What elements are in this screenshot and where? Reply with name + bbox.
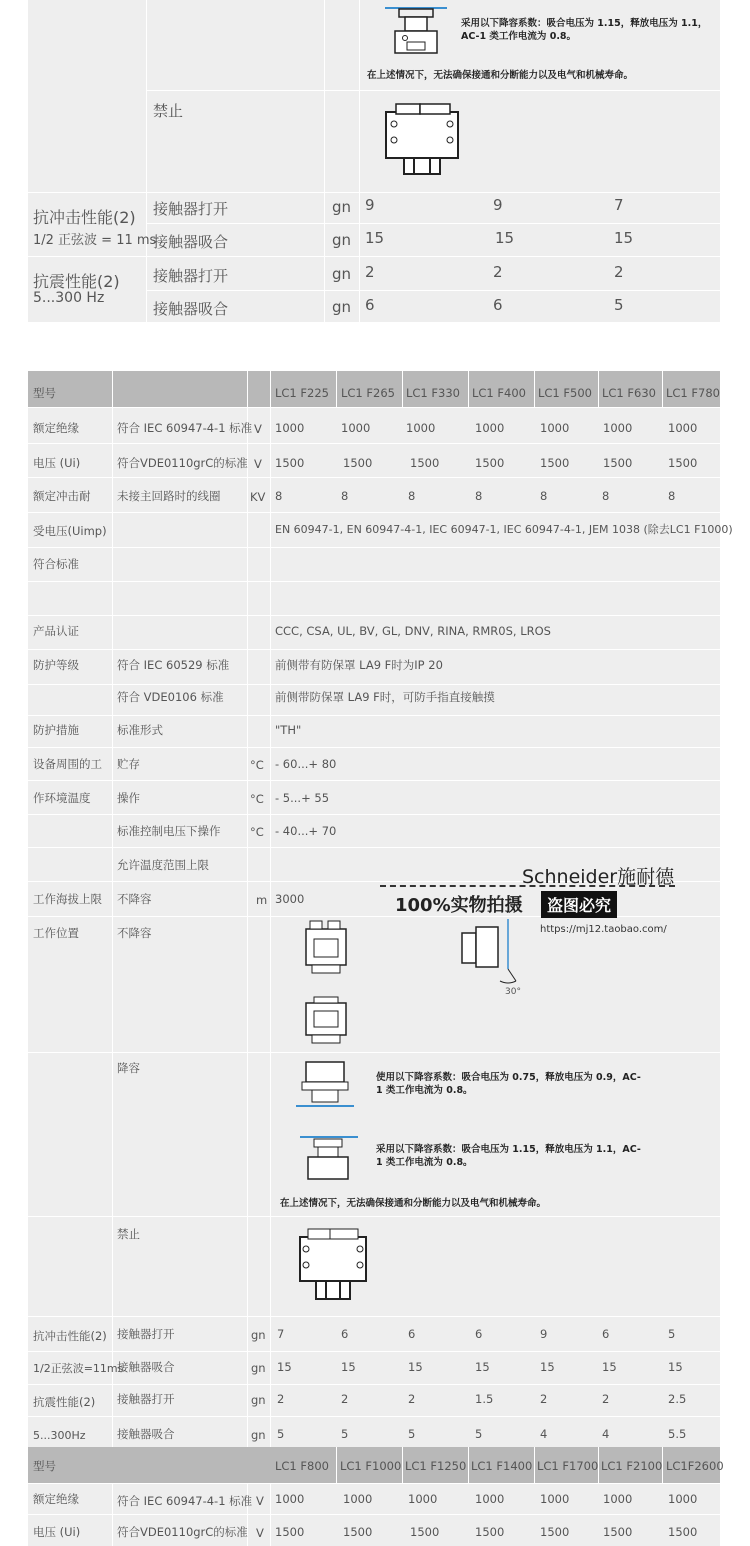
- value-cell: 8: [475, 489, 483, 503]
- model-col: LC1 F265: [341, 386, 395, 400]
- value-cell: 2: [602, 1392, 610, 1406]
- value-cell: 1500: [410, 456, 440, 470]
- cert-text: CCC, CSA, UL, BV, GL, DNV, RINA, RMR0S, LROS: [275, 624, 551, 638]
- contactor-forbidden-icon: [294, 1227, 374, 1305]
- value-cell: 2: [493, 263, 503, 281]
- value-cell: 2.5: [668, 1392, 687, 1406]
- value-cell: 5.5: [668, 1427, 687, 1441]
- row-std: 符合VDE0110grC的标准: [117, 1525, 248, 1539]
- row-label: 额定绝缘: [33, 421, 79, 435]
- value-cell: 15: [614, 229, 634, 247]
- standards-text: EN 60947-1, EN 60947-4-1, IEC 60947-1, IEC 60947-4-1, JEM 1038 (除去LC1 F1000): [275, 523, 733, 536]
- closed-label: 接触器吸合: [153, 300, 229, 318]
- prot-text: 前侧带防保罩 LA9 F时，可防手指直接触摸: [275, 690, 495, 704]
- header-model-label: 型号: [33, 386, 56, 400]
- value-cell: 7: [614, 196, 624, 214]
- row-unit: gn: [251, 1328, 266, 1342]
- value-cell: 1500: [540, 1525, 570, 1539]
- derating-note-low: 使用以下降容系数：吸合电压为 0.75，释放电压为 0.9，AC-1 类工作电流为 0.8。: [376, 1072, 641, 1096]
- row-unit: KV: [250, 490, 266, 504]
- forbid-label: 禁止: [153, 102, 184, 120]
- value-cell: 15: [277, 1360, 292, 1374]
- value-cell: 5: [668, 1327, 676, 1341]
- model-col: LC1 F225: [275, 386, 329, 400]
- value-cell: 1000: [343, 1492, 373, 1506]
- value-cell: 15: [341, 1360, 356, 1374]
- value-cell: 1500: [475, 1525, 505, 1539]
- contactor-up-icon: [298, 1133, 360, 1185]
- row-std: 符合 IEC 60947-4-1 标准: [117, 421, 253, 435]
- value-cell: 3000: [275, 892, 305, 906]
- vib-label: 抗震性能(2): [33, 272, 120, 291]
- watermark-badge: 盗图必究: [541, 891, 617, 918]
- value-cell: 1000: [406, 421, 436, 435]
- value-cell: 15: [668, 1360, 683, 1374]
- row-label: 电压 (Ui): [33, 456, 81, 470]
- row-label: 工作位置: [33, 926, 79, 940]
- derating-note-raise: 采用以下降容系数：吸合电压为 1.15，释放电压为 1.1，AC-1 类工作电流为 0.8。: [461, 18, 708, 42]
- model-col: LC1F2600: [666, 1459, 724, 1473]
- contactor-forbidden-icon: [380, 100, 464, 178]
- model-col: LC1 F1250: [405, 1459, 467, 1473]
- model-col: LC1 F330: [406, 386, 460, 400]
- value-cell: 1500: [343, 1525, 373, 1539]
- model-col: LC1 F2100: [601, 1459, 663, 1473]
- value-cell: 1000: [275, 1492, 305, 1506]
- watermark-claim: 100%实物拍摄: [395, 895, 523, 916]
- value-cell: 15: [540, 1360, 555, 1374]
- contactor-tilt-icon: [458, 919, 538, 989]
- row-unit: gn: [251, 1428, 266, 1442]
- row-std: 允许温度范围上限: [117, 858, 209, 872]
- value-cell: 1000: [341, 421, 371, 435]
- value-cell: 9: [540, 1327, 548, 1341]
- row-std: 符合 VDE0106 标准: [117, 690, 224, 704]
- value-cell: 1500: [343, 456, 373, 470]
- value-cell: 5: [408, 1427, 416, 1441]
- value-cell: 8: [341, 489, 349, 503]
- row-std: 不降容: [117, 892, 152, 906]
- row-std: 接触器吸合: [117, 1427, 175, 1441]
- open-label: 接触器打开: [153, 267, 229, 285]
- value-cell: 1000: [408, 1492, 438, 1506]
- row-unit: m: [256, 893, 268, 907]
- value-cell: 1000: [540, 421, 570, 435]
- row-label: 1/2正弦波=11ms: [33, 1362, 124, 1375]
- value-cell: 1500: [668, 1525, 698, 1539]
- row-label: 防护措施: [33, 723, 79, 737]
- row-std: 符合VDE0110grC的标准: [117, 456, 248, 470]
- value-cell: 1500: [603, 1525, 633, 1539]
- value-cell: 2: [365, 263, 375, 281]
- value-cell: - 5...+ 55: [275, 791, 330, 805]
- value-cell: 8: [408, 489, 416, 503]
- value-cell: 15: [408, 1360, 423, 1374]
- value-cell: 8: [668, 489, 676, 503]
- watermark-brand: Schneider施耐德: [522, 866, 675, 888]
- shock-label: 抗冲击性能(2): [33, 208, 136, 227]
- watermark-dash: [380, 885, 675, 887]
- row-unit: V: [254, 422, 262, 436]
- row-label: 电压 (Ui): [33, 1525, 81, 1539]
- row-label: 受电压(Uimp): [33, 524, 107, 538]
- row-label: 5...300Hz: [33, 1429, 86, 1442]
- top-spec-table: [28, 0, 720, 322]
- row-unit: V: [254, 457, 262, 471]
- value-cell: 4: [540, 1427, 548, 1441]
- row-label: 防护等级: [33, 658, 79, 672]
- value-cell: 1500: [275, 456, 305, 470]
- angle-label: 30°: [505, 987, 521, 997]
- row-label: 抗冲击性能(2): [33, 1329, 107, 1343]
- value-cell: 1000: [475, 421, 505, 435]
- value-cell: 1500: [603, 456, 633, 470]
- value-cell: 15: [602, 1360, 617, 1374]
- row-label: 额定冲击耐: [33, 489, 91, 503]
- row-unit: °C: [250, 758, 264, 772]
- unit-gn: gn: [332, 198, 352, 216]
- value-cell: 15: [475, 1360, 490, 1374]
- derating-note-high: 采用以下降容系数：吸合电压为 1.15，释放电压为 1.1，AC-1 类工作电流为 0.8。: [376, 1144, 641, 1168]
- row-std: 标准形式: [117, 723, 163, 737]
- row-std: 不降容: [117, 926, 152, 940]
- value-cell: 2: [277, 1392, 285, 1406]
- row-label: 产品认证: [33, 624, 79, 638]
- value-cell: 9: [365, 196, 375, 214]
- value-cell: 1.5: [475, 1392, 494, 1406]
- value-cell: 1500: [475, 456, 505, 470]
- model-col: LC1 F800: [275, 1459, 329, 1473]
- value-cell: 1000: [668, 1492, 698, 1506]
- model-col: LC1 F630: [602, 386, 656, 400]
- row-std: 接触器打开: [117, 1392, 175, 1406]
- unit-gn: gn: [332, 298, 352, 316]
- value-cell: 1000: [475, 1492, 505, 1506]
- value-cell: 15: [495, 229, 515, 247]
- prot-text: 前侧带有防保罩 LA9 F时为IP 20: [275, 658, 443, 672]
- row-std: 接触器吸合: [117, 1360, 175, 1374]
- model-col: LC1 F1000: [340, 1459, 402, 1473]
- value-cell: 6: [408, 1327, 416, 1341]
- value-cell: 2: [341, 1392, 349, 1406]
- value-cell: 8: [275, 489, 283, 503]
- row-label: 抗震性能(2): [33, 1395, 96, 1409]
- model-col: LC1 F400: [472, 386, 526, 400]
- value-cell: 1500: [540, 456, 570, 470]
- value-cell: - 60...+ 80: [275, 757, 337, 771]
- watermark-url: https://mj12.taobao.com/: [540, 924, 667, 935]
- row-std: 禁止: [117, 1227, 140, 1241]
- unit-gn: gn: [332, 265, 352, 283]
- closed-label: 接触器吸合: [153, 233, 229, 251]
- value-cell: 8: [540, 489, 548, 503]
- value-cell: 8: [602, 489, 610, 503]
- value-cell: 2: [408, 1392, 416, 1406]
- model-col: LC1 F1700: [537, 1459, 599, 1473]
- value-cell: 1000: [275, 421, 305, 435]
- value-cell: 1000: [603, 1492, 633, 1506]
- value-cell: 15: [365, 229, 385, 247]
- value-cell: 2: [614, 263, 624, 281]
- row-label: 符合标准: [33, 557, 79, 571]
- row-label: 额定绝缘: [33, 1492, 79, 1506]
- header-model-label: 型号: [33, 1459, 56, 1473]
- open-label: 接触器打开: [153, 200, 229, 218]
- value-cell: 6: [493, 296, 503, 314]
- value-cell: 9: [493, 196, 503, 214]
- vib-sub: 5...300 Hz: [33, 290, 105, 306]
- value-cell: 5: [341, 1427, 349, 1441]
- model-col: LC1 F780: [666, 386, 720, 400]
- value-cell: 1000: [540, 1492, 570, 1506]
- value-cell: 5: [475, 1427, 483, 1441]
- unit-gn: gn: [332, 231, 352, 249]
- row-std: 操作: [117, 791, 140, 805]
- row-label: 工作海拔上限: [33, 892, 102, 906]
- row-std: 未接主回路时的线圈: [117, 489, 221, 503]
- value-cell: 1500: [410, 1525, 440, 1539]
- value-cell: 1500: [668, 456, 698, 470]
- row-std: 降容: [117, 1061, 140, 1075]
- row-std: 符合 IEC 60529 标准: [117, 658, 230, 672]
- row-unit: °C: [250, 792, 264, 806]
- row-unit: gn: [251, 1361, 266, 1375]
- value-cell: 6: [365, 296, 375, 314]
- shock-sub: 1/2 正弦波 = 11 ms: [33, 233, 157, 248]
- value-cell: 1000: [668, 421, 698, 435]
- contactor-down-icon: [294, 1060, 358, 1112]
- model-col: LC1 F500: [538, 386, 592, 400]
- value-cell: - 40...+ 70: [275, 824, 337, 838]
- contactor-normal-icon: [300, 995, 352, 1045]
- derating-warning: 在上述情况下，无法确保接通和分断能力以及电气和机械寿命。: [367, 70, 634, 81]
- treat-text: "TH": [275, 723, 302, 737]
- value-cell: 7: [277, 1327, 285, 1341]
- row-std: 标准控制电压下操作: [117, 824, 221, 838]
- row-label: 设备周围的工: [33, 757, 102, 771]
- row-unit: V: [256, 1494, 264, 1508]
- value-cell: 4: [602, 1427, 610, 1441]
- value-cell: 1500: [275, 1525, 305, 1539]
- row-label: 作环境温度: [33, 791, 91, 805]
- value-cell: 1000: [603, 421, 633, 435]
- value-cell: 6: [602, 1327, 610, 1341]
- value-cell: 6: [341, 1327, 349, 1341]
- row-unit: V: [256, 1526, 264, 1540]
- row-std: 贮存: [117, 757, 140, 771]
- row-std: 符合 IEC 60947-4-1 标准: [117, 1494, 253, 1508]
- contactor-normal-icon: [300, 919, 352, 975]
- spec-table: [28, 371, 733, 1546]
- derating-warning: 在上述情况下，无法确保接通和分断能力以及电气和机械寿命。: [280, 1198, 547, 1209]
- value-cell: 5: [614, 296, 624, 314]
- row-unit: °C: [250, 825, 264, 839]
- row-std: 接触器打开: [117, 1327, 175, 1341]
- value-cell: 2: [540, 1392, 548, 1406]
- model-col: LC1 F1400: [471, 1459, 533, 1473]
- contactor-tilted-up-icon: [383, 0, 453, 70]
- value-cell: 5: [277, 1427, 285, 1441]
- row-unit: gn: [251, 1393, 266, 1407]
- value-cell: 6: [475, 1327, 483, 1341]
